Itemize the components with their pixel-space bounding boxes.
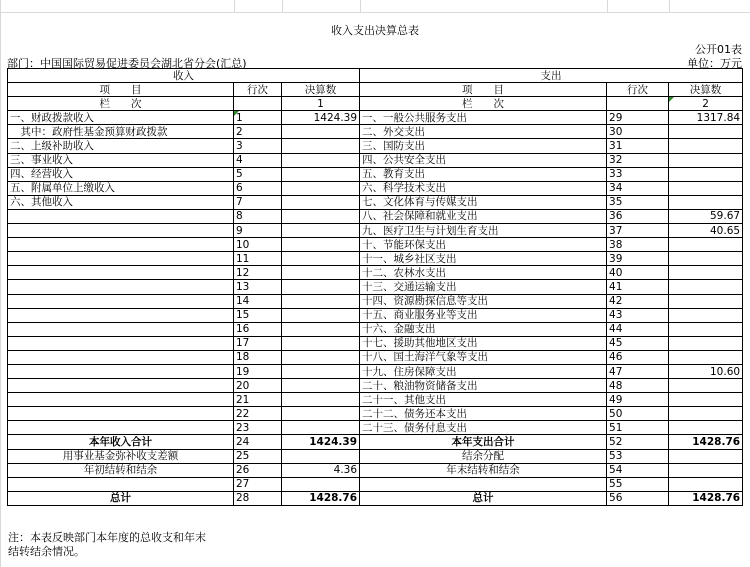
expense-row-number: 55 bbox=[607, 477, 669, 491]
income-amount bbox=[282, 350, 360, 364]
income-item bbox=[8, 224, 234, 238]
table-row bbox=[8, 407, 743, 421]
expense-item: 十、节能环保支出 bbox=[360, 238, 607, 252]
income-amount bbox=[282, 393, 360, 407]
expense-item: 十七、援助其他地区支出 bbox=[360, 336, 607, 350]
expense-amount: 40.65 bbox=[669, 224, 743, 238]
expense-item: 十六、金融支出 bbox=[360, 322, 607, 336]
expense-amount-header: 决算数 bbox=[669, 83, 743, 97]
expense-row-number: 43 bbox=[607, 308, 669, 322]
income-summary-amount bbox=[282, 449, 360, 463]
income-row-number: 1 bbox=[234, 111, 282, 125]
expense-row-number: 29 bbox=[607, 111, 669, 125]
income-row-number: 3 bbox=[234, 139, 282, 153]
expense-item: 六、科学技术支出 bbox=[360, 181, 607, 195]
expense-amount bbox=[669, 322, 743, 336]
expense-summary-amount bbox=[669, 477, 743, 491]
summary-row bbox=[8, 477, 743, 491]
income-row-number: 14 bbox=[234, 294, 282, 308]
expense-amount bbox=[669, 407, 743, 421]
income-amount bbox=[282, 224, 360, 238]
expense-amount bbox=[669, 379, 743, 393]
income-row-number: 27 bbox=[234, 477, 282, 491]
income-item: 一、财政拨款收入 bbox=[8, 111, 234, 125]
income-col-blank bbox=[234, 97, 282, 111]
expense-summary-amount: 1428.76 bbox=[669, 435, 743, 449]
income-item bbox=[8, 350, 234, 364]
expense-row-number: 45 bbox=[607, 336, 669, 350]
table-row bbox=[8, 350, 743, 364]
expense-item-header: 项 目 bbox=[360, 83, 607, 97]
income-item bbox=[8, 252, 234, 266]
income-amount bbox=[282, 280, 360, 294]
expense-col-number: 2 bbox=[669, 97, 743, 111]
expense-amount bbox=[669, 393, 743, 407]
expense-row-number: 52 bbox=[607, 435, 669, 449]
expense-summary-item bbox=[360, 477, 607, 491]
income-amount bbox=[282, 364, 360, 378]
expense-summary-item: 年末结转和结余 bbox=[360, 463, 607, 477]
expense-summary-item: 本年支出合计 bbox=[360, 435, 607, 449]
income-amount bbox=[282, 167, 360, 181]
income-summary-amount bbox=[282, 477, 360, 491]
income-item bbox=[8, 308, 234, 322]
expense-item: 二、外交支出 bbox=[360, 125, 607, 139]
income-header: 收入 bbox=[8, 69, 360, 83]
table-row bbox=[8, 336, 743, 350]
expense-amount bbox=[669, 421, 743, 435]
income-item bbox=[8, 407, 234, 421]
expense-amount bbox=[669, 125, 743, 139]
expense-row-number: 42 bbox=[607, 294, 669, 308]
income-item: 六、其他收入 bbox=[8, 195, 234, 209]
expense-row-number: 44 bbox=[607, 322, 669, 336]
spreadsheet-top-grid bbox=[0, 0, 750, 13]
income-row-number: 17 bbox=[234, 336, 282, 350]
table-row bbox=[8, 181, 743, 195]
income-amount bbox=[282, 322, 360, 336]
summary-row bbox=[8, 463, 743, 477]
income-row-number: 10 bbox=[234, 238, 282, 252]
expense-amount: 59.67 bbox=[669, 209, 743, 223]
income-row-number: 16 bbox=[234, 322, 282, 336]
expense-item: 一、一般公共服务支出 bbox=[360, 111, 607, 125]
expense-row-number: 31 bbox=[607, 139, 669, 153]
income-amount bbox=[282, 153, 360, 167]
income-row-number: 20 bbox=[234, 379, 282, 393]
expense-item: 二十二、债务还本支出 bbox=[360, 407, 607, 421]
expense-amount bbox=[669, 139, 743, 153]
income-item bbox=[8, 280, 234, 294]
income-row-number: 23 bbox=[234, 421, 282, 435]
expense-col-label: 栏 次 bbox=[360, 97, 607, 111]
table-row bbox=[8, 308, 743, 322]
income-summary-item bbox=[8, 477, 234, 491]
expense-amount bbox=[669, 238, 743, 252]
income-item bbox=[8, 379, 234, 393]
income-summary-item: 年初结转和结余 bbox=[8, 463, 234, 477]
income-expense-table bbox=[7, 68, 743, 506]
income-item bbox=[8, 238, 234, 252]
unit-label: 单位：万元 bbox=[687, 57, 742, 70]
expense-summary-amount: 1428.76 bbox=[669, 491, 743, 505]
table-row bbox=[8, 379, 743, 393]
income-item bbox=[8, 266, 234, 280]
grid-edge bbox=[0, 0, 1, 567]
income-amount bbox=[282, 294, 360, 308]
column-index-row bbox=[8, 97, 743, 111]
income-amount bbox=[282, 181, 360, 195]
table-row bbox=[8, 238, 743, 252]
income-item: 其中：政府性基金预算财政拨款 bbox=[8, 125, 234, 139]
income-amount: 1424.39 bbox=[282, 111, 360, 125]
expense-amount: 10.60 bbox=[669, 364, 743, 378]
expense-amount bbox=[669, 308, 743, 322]
income-item: 二、上级补助收入 bbox=[8, 139, 234, 153]
expense-summary-item: 结余分配 bbox=[360, 449, 607, 463]
expense-row-number: 46 bbox=[607, 350, 669, 364]
income-item-header: 项 目 bbox=[8, 83, 234, 97]
expense-summary-amount bbox=[669, 449, 743, 463]
income-row-number: 25 bbox=[234, 449, 282, 463]
expense-amount bbox=[669, 153, 743, 167]
income-summary-amount: 1424.39 bbox=[282, 435, 360, 449]
income-row-number: 6 bbox=[234, 181, 282, 195]
table-row bbox=[8, 167, 743, 181]
summary-row bbox=[8, 435, 743, 449]
income-row-number: 19 bbox=[234, 364, 282, 378]
expense-item: 九、医疗卫生与计划生育支出 bbox=[360, 224, 607, 238]
income-item bbox=[8, 336, 234, 350]
expense-item: 四、公共安全支出 bbox=[360, 153, 607, 167]
income-summary-amount: 4.36 bbox=[282, 463, 360, 477]
footnote-line-1: 注：本表反映部门本年度的总收支和年末 bbox=[8, 531, 206, 544]
report-title: 收入支出决算总表 bbox=[331, 24, 419, 37]
expense-row-number: 37 bbox=[607, 224, 669, 238]
income-amount bbox=[282, 125, 360, 139]
income-amount bbox=[282, 336, 360, 350]
expense-item: 十三、交通运输支出 bbox=[360, 280, 607, 294]
footnote-line-2: 结转结余情况。 bbox=[8, 545, 85, 558]
income-row-number: 7 bbox=[234, 195, 282, 209]
income-summary-amount: 1428.76 bbox=[282, 491, 360, 505]
income-amount bbox=[282, 379, 360, 393]
table-row bbox=[8, 266, 743, 280]
expense-row-number: 47 bbox=[607, 364, 669, 378]
expense-row-number: 32 bbox=[607, 153, 669, 167]
income-col-number: 1 bbox=[282, 97, 360, 111]
income-row-number: 11 bbox=[234, 252, 282, 266]
expense-amount bbox=[669, 266, 743, 280]
expense-amount: 1317.84 bbox=[669, 111, 743, 125]
income-amount bbox=[282, 421, 360, 435]
income-summary-item: 用事业基金弥补收支差额 bbox=[8, 449, 234, 463]
footnote bbox=[8, 531, 206, 559]
summary-row bbox=[8, 491, 743, 505]
expense-item: 八、社会保障和就业支出 bbox=[360, 209, 607, 223]
section-header-row bbox=[8, 69, 743, 83]
income-rowno-header: 行次 bbox=[234, 83, 282, 97]
expense-row-number: 54 bbox=[607, 463, 669, 477]
expense-amount bbox=[669, 336, 743, 350]
income-summary-item: 总计 bbox=[8, 491, 234, 505]
expense-row-number: 33 bbox=[607, 167, 669, 181]
income-item bbox=[8, 364, 234, 378]
table-row bbox=[8, 153, 743, 167]
table-row bbox=[8, 322, 743, 336]
income-amount bbox=[282, 407, 360, 421]
table-row bbox=[8, 252, 743, 266]
expense-summary-item: 总计 bbox=[360, 491, 607, 505]
expense-amount bbox=[669, 350, 743, 364]
income-row-number: 22 bbox=[234, 407, 282, 421]
income-row-number: 28 bbox=[234, 491, 282, 505]
expense-item: 十九、住房保障支出 bbox=[360, 364, 607, 378]
expense-amount bbox=[669, 252, 743, 266]
expense-row-number: 34 bbox=[607, 181, 669, 195]
expense-item: 十五、商业服务业等支出 bbox=[360, 308, 607, 322]
income-row-number: 2 bbox=[234, 125, 282, 139]
income-amount bbox=[282, 266, 360, 280]
income-item: 四、经营收入 bbox=[8, 167, 234, 181]
expense-row-number: 35 bbox=[607, 195, 669, 209]
income-amount bbox=[282, 308, 360, 322]
expense-item: 十八、国土海洋气象等支出 bbox=[360, 350, 607, 364]
expense-item: 二十、粮油物资储备支出 bbox=[360, 379, 607, 393]
form-code: 公开01表 bbox=[695, 43, 742, 56]
expense-amount bbox=[669, 294, 743, 308]
income-item: 三、事业收入 bbox=[8, 153, 234, 167]
table-row bbox=[8, 294, 743, 308]
expense-item: 十四、资源勘探信息等支出 bbox=[360, 294, 607, 308]
table-row bbox=[8, 209, 743, 223]
table-row bbox=[8, 421, 743, 435]
income-row-number: 8 bbox=[234, 209, 282, 223]
income-row-number: 4 bbox=[234, 153, 282, 167]
expense-item: 五、教育支出 bbox=[360, 167, 607, 181]
income-item bbox=[8, 421, 234, 435]
table-row bbox=[8, 364, 743, 378]
expense-rowno-header: 行次 bbox=[607, 83, 669, 97]
income-row-number: 21 bbox=[234, 393, 282, 407]
income-row-number: 24 bbox=[234, 435, 282, 449]
income-row-number: 5 bbox=[234, 167, 282, 181]
expense-item: 二十三、债务付息支出 bbox=[360, 421, 607, 435]
expense-row-number: 40 bbox=[607, 266, 669, 280]
income-item bbox=[8, 393, 234, 407]
income-amount-header: 决算数 bbox=[282, 83, 360, 97]
income-row-number: 26 bbox=[234, 463, 282, 477]
expense-row-number: 48 bbox=[607, 379, 669, 393]
income-item bbox=[8, 209, 234, 223]
expense-amount bbox=[669, 181, 743, 195]
expense-row-number: 36 bbox=[607, 209, 669, 223]
expense-row-number: 30 bbox=[607, 125, 669, 139]
table-row bbox=[8, 195, 743, 209]
expense-row-number: 51 bbox=[607, 421, 669, 435]
table-row bbox=[8, 224, 743, 238]
summary-row bbox=[8, 449, 743, 463]
expense-row-number: 50 bbox=[607, 407, 669, 421]
income-amount bbox=[282, 238, 360, 252]
income-amount bbox=[282, 139, 360, 153]
table-row bbox=[8, 111, 743, 125]
income-summary-item: 本年收入合计 bbox=[8, 435, 234, 449]
table-row bbox=[8, 139, 743, 153]
table-row bbox=[8, 125, 743, 139]
income-amount bbox=[282, 209, 360, 223]
column-header-row bbox=[8, 83, 743, 97]
income-item bbox=[8, 294, 234, 308]
expense-row-number: 56 bbox=[607, 491, 669, 505]
income-row-number: 13 bbox=[234, 280, 282, 294]
expense-row-number: 38 bbox=[607, 238, 669, 252]
expense-col-blank bbox=[607, 97, 669, 111]
department-label: 部门：中国国际贸易促进委员会湖北省分会(汇总) bbox=[7, 57, 247, 70]
income-amount bbox=[282, 195, 360, 209]
income-row-number: 12 bbox=[234, 266, 282, 280]
income-item: 五、附属单位上缴收入 bbox=[8, 181, 234, 195]
expense-item: 十二、农林水支出 bbox=[360, 266, 607, 280]
income-row-number: 9 bbox=[234, 224, 282, 238]
income-row-number: 15 bbox=[234, 308, 282, 322]
expense-amount bbox=[669, 167, 743, 181]
expense-amount bbox=[669, 280, 743, 294]
expense-amount bbox=[669, 195, 743, 209]
expense-row-number: 53 bbox=[607, 449, 669, 463]
expense-item: 十一、城乡社区支出 bbox=[360, 252, 607, 266]
expense-header: 支出 bbox=[360, 69, 743, 83]
expense-item: 七、文化体育与传媒支出 bbox=[360, 195, 607, 209]
expense-item: 二十一、其他支出 bbox=[360, 393, 607, 407]
expense-row-number: 41 bbox=[607, 280, 669, 294]
income-item bbox=[8, 322, 234, 336]
expense-row-number: 49 bbox=[607, 393, 669, 407]
income-amount bbox=[282, 252, 360, 266]
income-row-number: 18 bbox=[234, 350, 282, 364]
table-row bbox=[8, 393, 743, 407]
expense-row-number: 39 bbox=[607, 252, 669, 266]
income-col-label: 栏 次 bbox=[8, 97, 234, 111]
expense-item: 三、国防支出 bbox=[360, 139, 607, 153]
table-row bbox=[8, 280, 743, 294]
expense-summary-amount bbox=[669, 463, 743, 477]
